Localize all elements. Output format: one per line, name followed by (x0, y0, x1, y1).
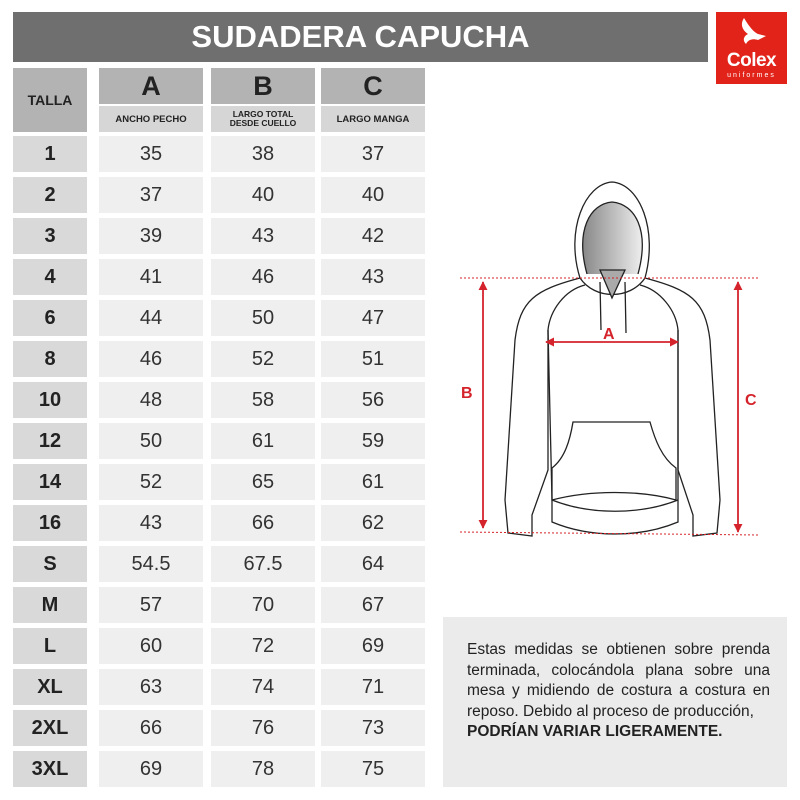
label-c: C (745, 392, 757, 409)
size-cell: XL (13, 669, 87, 705)
table-row (13, 177, 425, 213)
column-desc-line: LARGO TOTAL (232, 109, 294, 119)
measurement-note (443, 617, 787, 787)
size-cell: S (13, 546, 87, 582)
page-title: SUDADERA CAPUCHA (13, 12, 708, 62)
largo-manga-cell: 47 (321, 300, 425, 336)
largo-manga-cell: 42 (321, 218, 425, 254)
table-row (13, 587, 425, 623)
largo-total-cell: 46 (211, 259, 315, 295)
size-cell: 6 (13, 300, 87, 336)
column-desc-line: DESDE CUELLO (229, 118, 297, 128)
size-cell: 4 (13, 259, 87, 295)
largo-manga-cell: 51 (321, 341, 425, 377)
largo-total-cell: 40 (211, 177, 315, 213)
column-c-header (321, 68, 425, 132)
size-cell: 1 (13, 136, 87, 172)
largo-manga-cell: 73 (321, 710, 425, 746)
ancho-pecho-cell: 57 (99, 587, 203, 623)
ancho-pecho-cell: 46 (99, 341, 203, 377)
largo-total-cell: 43 (211, 218, 315, 254)
ancho-pecho-cell: 54.5 (99, 546, 203, 582)
largo-total-cell: 74 (211, 669, 315, 705)
note-emphasis: PODRÍAN VARIAR LIGERAMENTE. (467, 723, 723, 740)
table-row (13, 259, 425, 295)
logo-sub: uniformes (727, 72, 776, 79)
size-cell: 3 (13, 218, 87, 254)
size-cell: 2XL (13, 710, 87, 746)
size-cell: M (13, 587, 87, 623)
table-row (13, 382, 425, 418)
column-desc: LARGO MANGA (321, 106, 425, 132)
note-text: Estas medidas se obtienen sobre prenda terminada, colocándola plana sobre una mesa y midiendo de costura a costura en reposo. Debido al proceso de producción, (467, 641, 770, 720)
largo-total-cell: 67.5 (211, 546, 315, 582)
column-desc (211, 106, 315, 132)
largo-manga-cell: 40 (321, 177, 425, 213)
size-cell: 12 (13, 423, 87, 459)
largo-manga-cell: 61 (321, 464, 425, 500)
column-letter: B (211, 68, 315, 104)
size-cell: 3XL (13, 751, 87, 787)
ancho-pecho-cell: 52 (99, 464, 203, 500)
table-row (13, 710, 425, 746)
logo-name: Colex (726, 50, 777, 71)
table-row (13, 546, 425, 582)
largo-manga-cell: 37 (321, 136, 425, 172)
largo-total-cell: 52 (211, 341, 315, 377)
table-row (13, 423, 425, 459)
ancho-pecho-cell: 50 (99, 423, 203, 459)
column-b-header (211, 68, 315, 132)
ancho-pecho-cell: 63 (99, 669, 203, 705)
size-cell: L (13, 628, 87, 664)
hoodie-outline (505, 182, 720, 536)
table-row (13, 628, 425, 664)
table-row (13, 136, 425, 172)
hoodie-diagram (440, 170, 800, 550)
largo-total-cell: 58 (211, 382, 315, 418)
table-row (13, 505, 425, 541)
largo-manga-cell: 67 (321, 587, 425, 623)
table-row (13, 751, 425, 787)
ancho-pecho-cell: 37 (99, 177, 203, 213)
table-row (13, 669, 425, 705)
ancho-pecho-cell: 35 (99, 136, 203, 172)
column-letter: A (99, 68, 203, 104)
column-desc: ANCHO PECHO (99, 106, 203, 132)
largo-manga-cell: 62 (321, 505, 425, 541)
ancho-pecho-cell: 43 (99, 505, 203, 541)
table-row (13, 464, 425, 500)
largo-manga-cell: 59 (321, 423, 425, 459)
largo-total-cell: 70 (211, 587, 315, 623)
largo-manga-cell: 56 (321, 382, 425, 418)
largo-total-cell: 66 (211, 505, 315, 541)
largo-total-cell: 72 (211, 628, 315, 664)
colex-logo (716, 12, 787, 84)
largo-manga-cell: 75 (321, 751, 425, 787)
largo-total-cell: 78 (211, 751, 315, 787)
ancho-pecho-cell: 60 (99, 628, 203, 664)
size-cell: 16 (13, 505, 87, 541)
size-cell: 10 (13, 382, 87, 418)
ancho-pecho-cell: 41 (99, 259, 203, 295)
largo-manga-cell: 64 (321, 546, 425, 582)
table-row (13, 341, 425, 377)
ancho-pecho-cell: 39 (99, 218, 203, 254)
table-row (13, 300, 425, 336)
largo-total-cell: 61 (211, 423, 315, 459)
label-b: B (461, 385, 473, 402)
ancho-pecho-cell: 66 (99, 710, 203, 746)
column-letter: C (321, 68, 425, 104)
size-cell: 2 (13, 177, 87, 213)
ancho-pecho-cell: 69 (99, 751, 203, 787)
column-a-header (99, 68, 203, 132)
largo-total-cell: 65 (211, 464, 315, 500)
largo-manga-cell: 69 (321, 628, 425, 664)
size-cell: 14 (13, 464, 87, 500)
largo-total-cell: 50 (211, 300, 315, 336)
table-row (13, 218, 425, 254)
largo-manga-cell: 71 (321, 669, 425, 705)
ancho-pecho-cell: 48 (99, 382, 203, 418)
label-a: A (603, 326, 615, 343)
largo-total-cell: 76 (211, 710, 315, 746)
size-cell: 8 (13, 341, 87, 377)
largo-manga-cell: 43 (321, 259, 425, 295)
largo-total-cell: 38 (211, 136, 315, 172)
ancho-pecho-cell: 44 (99, 300, 203, 336)
talla-header: TALLA (13, 68, 87, 132)
bird-icon (736, 16, 768, 50)
